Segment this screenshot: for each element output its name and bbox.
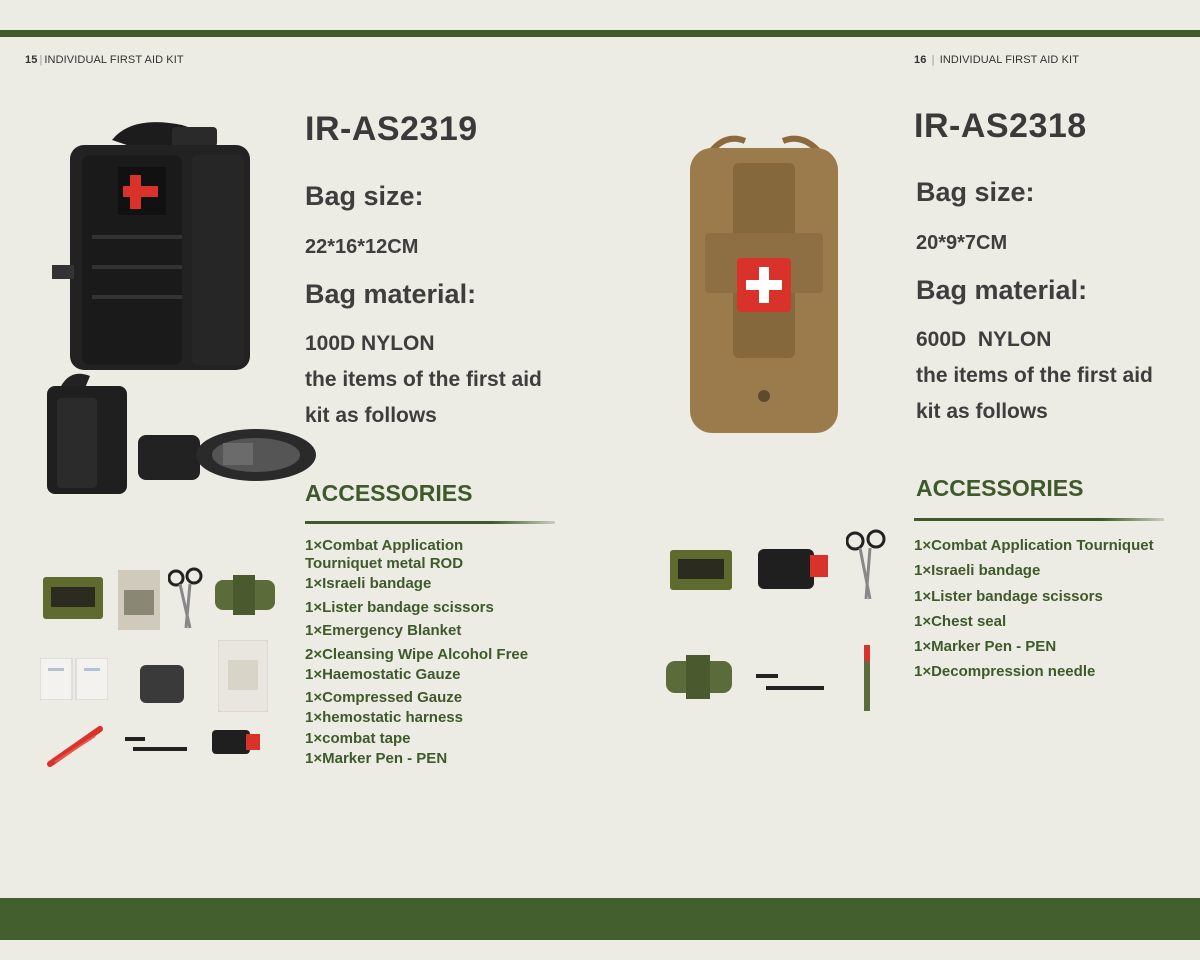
israeli-bandage-image — [215, 575, 275, 615]
left-accessories-rule — [305, 521, 555, 524]
list-item: 1×Decompression needle — [914, 663, 1096, 681]
right-page-header: 16 | INDIVIDUAL FIRST AID KIT — [914, 54, 1080, 66]
left-bag-size-label: Bag size: — [305, 181, 424, 211]
right-bag-material-label: Bag material: — [916, 275, 1088, 305]
right-bag-size-label: Bag size: — [916, 177, 1035, 207]
haemostatic-gauze-image — [218, 640, 268, 712]
israeli-bandage-image — [666, 655, 732, 699]
marker-pen-image — [125, 735, 187, 755]
list-item: 1×Lister bandage scissors — [914, 587, 1103, 605]
tourniquet-image — [212, 724, 262, 760]
small-black-bag-image — [45, 368, 130, 496]
decompression-needle-image — [862, 645, 872, 717]
left-page-header: 15 | INDIVIDUAL FIRST AID KIT — [25, 54, 184, 66]
right-bag-size-value: 20*9*7CM — [916, 232, 1008, 254]
top-rule — [0, 30, 1200, 37]
coyote-pouch-image — [685, 133, 843, 438]
list-item: Tourniquet metal ROD — [305, 554, 464, 572]
right-desc-line-2: kit as follows — [916, 400, 1048, 423]
open-bag-image — [138, 425, 318, 487]
left-desc-line-2: kit as follows — [305, 404, 437, 427]
tourniquet-image — [758, 537, 830, 595]
chest-seal-image — [43, 577, 103, 619]
list-item: 1×Israeli bandage — [305, 575, 432, 592]
cleansing-wipes-image — [40, 658, 108, 700]
right-desc-line-1: the items of the first aid — [916, 364, 1153, 387]
marker-pen-image — [756, 672, 826, 694]
left-desc-line-1: the items of the first aid — [305, 368, 542, 391]
left-bag-material-value: 100D NYLON — [305, 332, 435, 355]
right-description — [916, 358, 1153, 430]
list-item: 1×Compressed Gauze — [305, 688, 463, 706]
left-section-title: INDIVIDUAL FIRST AID KIT — [44, 54, 184, 66]
bottom-band — [0, 898, 1200, 940]
emergency-blanket-image — [118, 570, 160, 630]
list-item: 1×Haemostatic Gauze — [305, 666, 461, 683]
right-accessories-title: ACCESSORIES — [916, 475, 1084, 501]
scissors-image — [846, 527, 888, 603]
right-bag-material-value: 600D NYLON — [916, 328, 1052, 351]
list-item: 1×Lister bandage scissors — [305, 598, 494, 616]
black-backpack-image — [52, 115, 257, 375]
right-accessories-list — [914, 533, 1154, 685]
list-item: 2×Cleansing Wipe Alcohol Free — [305, 645, 529, 663]
right-model-number: IR-AS2318 — [914, 107, 1087, 145]
left-description — [305, 362, 542, 434]
list-item: 1×Combat Application — [305, 537, 464, 554]
list-item: 1×Marker Pen - PEN — [305, 750, 448, 767]
left-model-number: IR-AS2319 — [305, 110, 478, 148]
right-page-number: 16 — [914, 54, 927, 66]
chest-seal-image — [670, 550, 732, 590]
left-accessories-title: ACCESSORIES — [305, 480, 473, 506]
left-accessories-list — [305, 536, 528, 770]
list-item: 1×Chest seal — [914, 612, 1007, 630]
scissors-image — [168, 564, 206, 632]
compressed-gauze-image — [140, 665, 184, 703]
hemostatic-harness-image — [45, 724, 107, 770]
list-item: 1×Combat Application Tourniquet — [914, 537, 1154, 554]
right-accessories-rule — [914, 518, 1164, 521]
right-section-title: INDIVIDUAL FIRST AID KIT — [939, 54, 1080, 66]
list-item: 1×combat tape — [305, 729, 411, 747]
list-item: 1×Israeli bandage — [914, 562, 1041, 580]
left-bag-size-value: 22*16*12CM — [305, 236, 419, 258]
list-item: 1×Emergency Blanket — [305, 622, 462, 639]
list-item: 1×Marker Pen - PEN — [914, 638, 1057, 656]
left-page-number: 15 — [25, 54, 38, 66]
list-item: 1×hemostatic harness — [305, 709, 463, 726]
left-bag-material-label: Bag material: — [305, 279, 477, 309]
